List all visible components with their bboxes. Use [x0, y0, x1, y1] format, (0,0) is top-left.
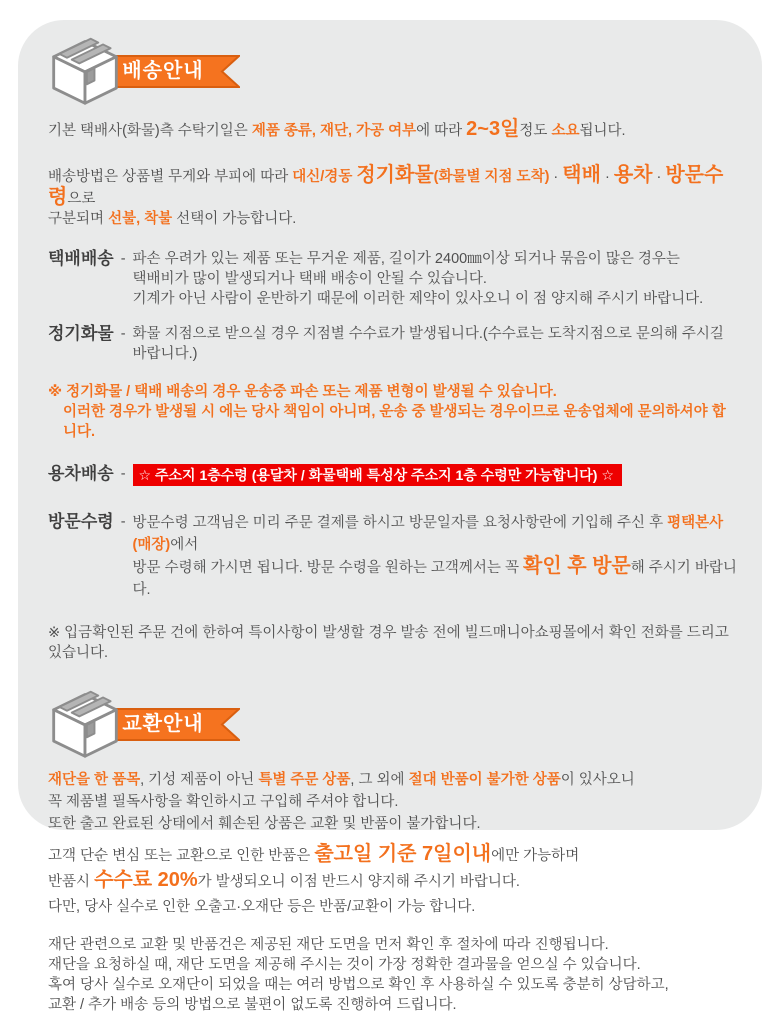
text-line: 기계가 아닌 사람이 운반하기 때문에 이러한 제약이 있사오니 이 점 양지해 주시기 바랍니다. [132, 291, 704, 307]
text-run: , 그 외에 [350, 772, 409, 788]
text-run-big: 정기화물 [356, 164, 434, 186]
text-run-big: 2~3일 [466, 118, 520, 140]
text-run-em: 특별 주문 상품 [258, 772, 351, 788]
shipping-methods-paragraph [48, 165, 738, 229]
shipping-ribbon [106, 55, 240, 88]
text-run-big: 용차 [613, 164, 653, 186]
text-run-em: 평택본사(매장) [132, 515, 724, 553]
text-run-em: 선불, 착불 [108, 211, 173, 227]
text-run-big: 확인 후 방문 [523, 555, 631, 577]
text-run: 구분되며 [48, 211, 109, 227]
text-line [48, 844, 738, 867]
text-run: 방문수령 고객님은 미리 주문 결제를 하시고 방문일자를 요청사항란에 기입해 주신 후 [132, 515, 668, 531]
text-line: 재단 관련으로 교환 및 반품건은 제공된 재단 도면을 먼저 확인 후 절차에 따라 진행됩니다. [48, 937, 609, 953]
exchange-ribbon [106, 708, 240, 741]
parcel-delivery-text [133, 249, 738, 309]
text-run-big: 수수료 20% [94, 869, 198, 891]
warning-line: 이러한 경우가 발생될 시 에는 당사 책임이 아니며, 운송 중 발생되는 경우이므로 운송업체에 문의하셔야 합니다. [63, 404, 726, 440]
text-line: 혹여 당사 실수로 오재단이 되었을 때는 여러 방법으로 확인 후 사용하실 수 있도록 충분히 상담하고, [48, 977, 669, 993]
text-line: 화물 지점으로 받으실 경우 지점별 수수료가 발생됩니다.(수수료는 도착지점으로 문의해 주시길 바랍니다.) [132, 326, 724, 362]
exchange-ribbon-label: 교환안내 [122, 713, 204, 735]
dash: - [120, 326, 126, 342]
text-run: 방문 수령해 가시면 됩니다. 방문 수령을 원하는 고객께서는 꼭 [132, 560, 524, 576]
damage-warning-block [48, 382, 738, 442]
text-line: 꼭 제품별 필독사항을 확인하시고 구입해 주셔야 합니다. [48, 794, 399, 810]
text-run: 선택이 가능합니다. [172, 211, 297, 227]
text-run: 해 주시기 바랍니다. [132, 560, 737, 598]
text-line [48, 769, 738, 791]
exchange-restrictions-paragraph [48, 769, 738, 835]
dot-separator: · [600, 169, 614, 185]
regular-freight-heading: 정기화물 [48, 324, 114, 343]
regular-freight-text [133, 324, 738, 364]
text-run: 기본 택배사(화물)측 수탁기일은 [48, 123, 252, 139]
dot-separator: · [652, 169, 666, 185]
text-run: 가 발생되오니 이점 반드시 양지해 주시기 바랍니다. [197, 874, 520, 890]
text-run-big: 출고일 기준 7일이내 [314, 843, 492, 865]
text-line: 재단을 요청하실 때, 재단 도면을 제공해 주시는 것이 가장 정확한 결과물을 얻으실 수 있습니다. [48, 957, 641, 973]
text-run: , 기성 제품이 아닌 [140, 772, 259, 788]
shipping-notice-card [18, 20, 762, 1013]
text-run: 에서 [170, 537, 199, 553]
exchange-section-header [48, 687, 738, 761]
parcel-delivery-block [48, 249, 738, 309]
package-box-icon [48, 687, 122, 761]
regular-freight-block [48, 324, 738, 364]
cutting-exchange-paragraph [48, 935, 738, 1015]
text-run: 배송방법은 상품별 무게와 부피에 따라 [48, 169, 293, 185]
text-run-em: (화물별 지점 도착) [433, 169, 550, 185]
text-line: 교환 / 추가 배송 등의 방법으로 불편이 없도록 진행하여 드립니다. [48, 997, 457, 1013]
dash: - [120, 466, 126, 482]
text-run: 에만 가능하며 [491, 848, 580, 864]
visit-pickup-text [133, 512, 738, 601]
text-run: 반품시 [48, 874, 95, 890]
truck-delivery-text [133, 464, 738, 486]
dash: - [120, 251, 126, 267]
text-run-em: 제품 종류, 재단, 가공 여부 [251, 123, 417, 139]
text-run-em: 절대 반품이 불가한 상품 [408, 772, 561, 788]
text-run: 고객 단순 변심 또는 교환으로 인한 반품은 [48, 848, 315, 864]
text-line [133, 512, 738, 556]
text-run: 됩니다. [579, 123, 626, 139]
text-run-em: 소요 [551, 123, 580, 139]
payment-confirmation-note: ※ 입금확인된 주문 건에 한하여 특이사항이 발생할 경우 발송 전에 빌드매니아쇼핑몰에서 확인 전화를 드리고 있습니다. [48, 625, 729, 661]
text-line: 다만, 당사 실수로 인한 오출고·오재단 등은 반품/교환이 가능 합니다. [48, 899, 476, 915]
text-run-big: 방문수령 [48, 164, 724, 208]
return-policy-paragraph [48, 844, 738, 918]
first-floor-pickup-highlight: ☆ 주소지 1층수령 (용달차 / 화물택배 특성상 주소지 1층 수령만 가능합니다) ☆ [133, 464, 622, 486]
text-run-em: 재단을 한 품목 [48, 772, 141, 788]
shipping-ribbon-label: 배송안내 [122, 60, 204, 82]
text-line: 택배비가 많이 발생되거나 택배 배송이 안될 수 있습니다. [132, 271, 487, 287]
text-line [133, 556, 738, 601]
text-run: 으로 [67, 191, 96, 207]
text-line: 파손 우려가 있는 제품 또는 무거운 제품, 길이가 2400㎜이상 되거나 묶음이 많은 경우는 [132, 251, 680, 267]
text-run: 이 있사오니 [560, 772, 635, 788]
parcel-delivery-heading: 택배배송 [48, 249, 114, 268]
text-line [48, 870, 738, 893]
warning-line: ※ 정기화물 / 택배 배송의 경우 운송중 파손 또는 제품 변형이 발생될 수 있습니다. [48, 384, 557, 400]
visit-pickup-heading: 방문수령 [48, 512, 114, 531]
text-run-em: 대신/경동 [292, 169, 357, 185]
visit-pickup-block [48, 512, 738, 601]
text-run: 에 따라 [416, 123, 467, 139]
package-box-icon [48, 34, 122, 108]
text-run: 정도 [519, 123, 552, 139]
text-run-big: 택배 [562, 164, 601, 186]
truck-delivery-heading: 용차배송 [48, 464, 114, 483]
dash: - [120, 514, 126, 530]
truck-delivery-block [48, 464, 738, 486]
shipping-section-header [48, 34, 738, 108]
shipping-lead-time-paragraph [48, 119, 738, 141]
dot-separator: · [549, 169, 563, 185]
text-line: 또한 출고 완료된 상태에서 훼손된 상품은 교환 및 반품이 불가합니다. [48, 816, 481, 832]
